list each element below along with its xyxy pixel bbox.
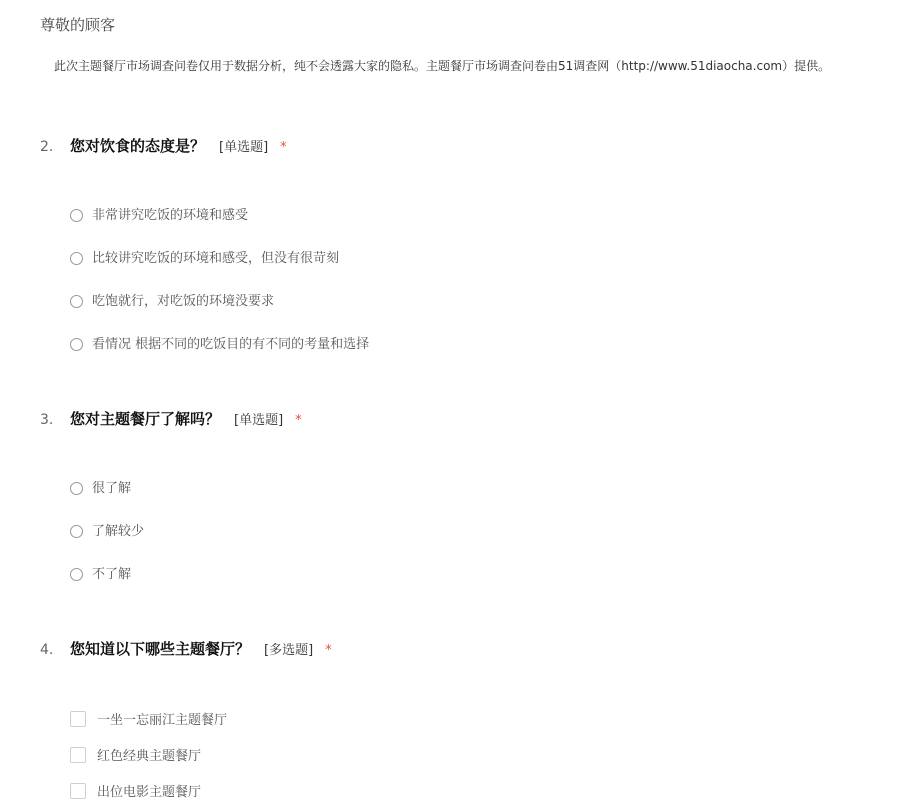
question-number: 4. xyxy=(40,642,54,658)
radio-button[interactable] xyxy=(70,525,83,538)
question-3-title xyxy=(40,407,302,431)
question-2-title xyxy=(40,134,287,158)
radio-button[interactable] xyxy=(70,568,83,581)
privacy-notice: 此次主题餐厅市场调查问卷仅用于数据分析，纯不会透露大家的隐私。主题餐厅市场调查问卷由51调查网（http://www.51diaocha.com）提供。 xyxy=(54,59,831,73)
option-label: 比较讲究吃饭的环境和感受，但没有很苛刻 xyxy=(92,251,340,266)
radio-button[interactable] xyxy=(70,338,83,351)
question-type-label: [多选题] xyxy=(264,643,314,658)
greeting-text: 尊敬的顾客 xyxy=(40,16,116,34)
checkbox-option[interactable] xyxy=(70,746,201,768)
option-label: 很了解 xyxy=(92,481,132,496)
radio-button[interactable] xyxy=(70,482,83,495)
checkbox[interactable] xyxy=(70,711,86,727)
question-text: 您对主题餐厅了解吗？ xyxy=(70,410,221,428)
radio-button[interactable] xyxy=(70,252,83,265)
radio-button[interactable] xyxy=(70,209,83,222)
radio-button[interactable] xyxy=(70,295,83,308)
radio-option[interactable] xyxy=(70,564,131,586)
radio-option[interactable] xyxy=(70,248,339,270)
option-label: 吃饱就行，对吃饭的环境没要求 xyxy=(92,294,275,309)
option-label: 看情况 根据不同的吃饭目的有不同的考量和选择 xyxy=(92,337,370,352)
question-type-label: [单选题] xyxy=(219,140,269,155)
option-label: 了解较少 xyxy=(92,524,145,539)
radio-option[interactable] xyxy=(70,521,144,543)
question-number: 2. xyxy=(40,139,54,155)
option-label: 非常讲究吃饭的环境和感受 xyxy=(92,208,249,223)
option-label: 不了解 xyxy=(92,567,132,582)
required-marker: * xyxy=(325,643,332,658)
radio-option[interactable] xyxy=(70,205,248,227)
checkbox[interactable] xyxy=(70,783,86,799)
radio-option[interactable] xyxy=(70,334,369,356)
question-text: 您知道以下哪些主题餐厅？ xyxy=(70,640,251,658)
radio-option[interactable] xyxy=(70,478,131,500)
checkbox-option[interactable] xyxy=(70,782,201,800)
option-label: 红色经典主题餐厅 xyxy=(97,749,202,764)
required-marker: * xyxy=(280,140,287,155)
option-label: 一坐一忘丽江主题餐厅 xyxy=(97,713,228,728)
question-4-title xyxy=(40,637,332,661)
radio-option[interactable] xyxy=(70,291,274,313)
question-number: 3. xyxy=(40,412,54,428)
required-marker: * xyxy=(295,413,302,428)
checkbox[interactable] xyxy=(70,747,86,763)
question-text: 您对饮食的态度是？ xyxy=(70,137,206,155)
option-label: 出位电影主题餐厅 xyxy=(97,785,202,800)
question-type-label: [单选题] xyxy=(234,413,284,428)
checkbox-option[interactable] xyxy=(70,710,227,732)
